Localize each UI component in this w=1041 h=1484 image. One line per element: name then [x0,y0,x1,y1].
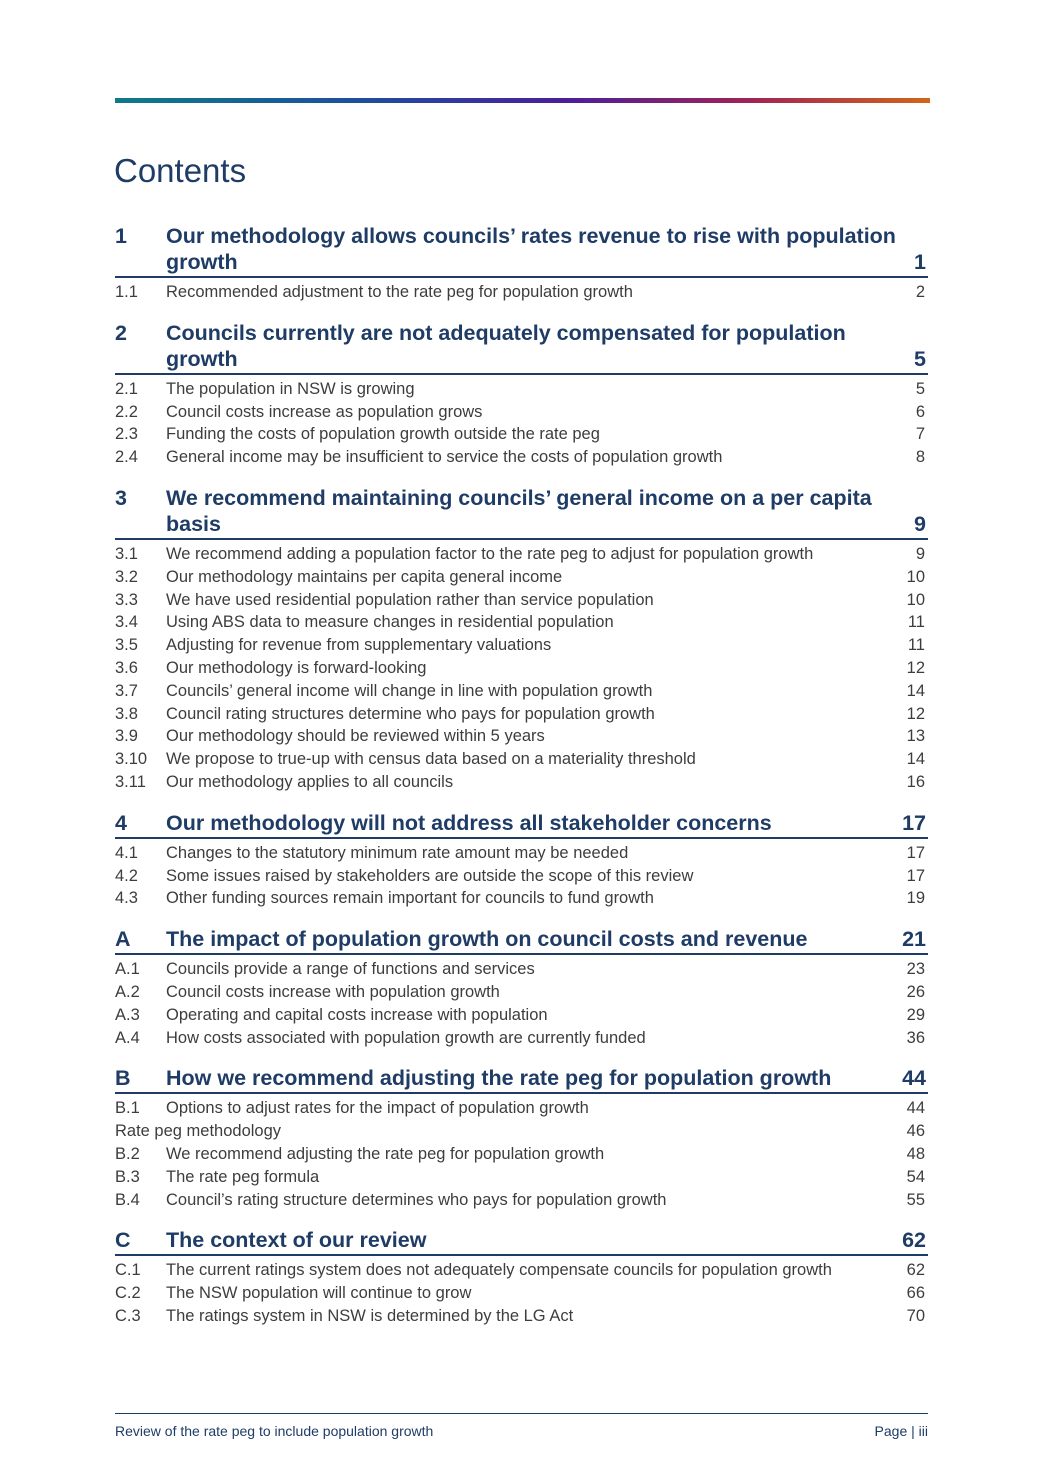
toc-entry[interactable] [115,1189,928,1212]
toc-section-page: 17 [902,810,926,835]
toc-section-title: How we recommend adjusting the rate peg for population growth [166,1066,832,1091]
toc-entry-page: 14 [906,681,925,700]
toc-section [115,1065,928,1211]
toc-section-items [115,278,928,304]
toc-section [115,320,928,469]
toc-section-number: 4 [115,810,127,835]
toc-entry-number: 3.4 [115,613,138,632]
table-of-contents [115,207,928,1328]
toc-section-page: 5 [914,346,926,371]
toc-entry-page: 62 [906,1261,925,1280]
toc-section-items [115,955,928,1049]
toc-entry[interactable] [115,771,928,794]
toc-entry-page: 19 [906,889,925,908]
toc-entry-title: The current ratings system does not adequately compensate councils for population growth [166,1261,832,1280]
toc-entry-number: 4.3 [115,889,138,908]
toc-entry-page: 70 [906,1306,925,1325]
toc-section-title: Our methodology will not address all stakeholder concerns [166,810,772,835]
toc-section-number: A [115,927,131,952]
toc-section-title: The impact of population growth on council costs and revenue [166,927,808,952]
toc-entry-title: The population in NSW is growing [166,379,415,398]
toc-section-items [115,1094,928,1211]
toc-entry-title: Other funding sources remain important for councils to fund growth [166,889,654,908]
toc-entry-title: We have used residential population rather than service population [166,590,654,609]
toc-section-heading[interactable] [115,1227,928,1256]
toc-entry-number: 3.3 [115,590,138,609]
toc-entry-page: 11 [907,613,925,632]
toc-section-items [115,540,928,794]
toc-entry-number: 3.5 [115,636,138,655]
toc-section-page: 1 [914,250,926,274]
toc-entry[interactable] [115,543,928,566]
footer-divider [115,1413,928,1414]
toc-entry-title: Recommended adjustment to the rate peg for population growth [166,283,633,301]
toc-entry-page: 14 [906,750,925,769]
toc-section-heading[interactable] [115,485,928,540]
toc-entry-title: The NSW population will continue to grow [166,1284,472,1303]
toc-entry-title: We propose to true-up with census data based on a materiality threshold [166,750,696,769]
toc-entry[interactable] [115,401,928,424]
toc-entry[interactable] [115,680,928,703]
toc-entry-page: 12 [906,658,925,677]
footer-page-number: Page | iii [874,1423,928,1439]
toc-entry-page: 2 [915,283,925,301]
toc-entry[interactable] [115,887,928,910]
toc-entry-title: We recommend adding a population factor to the rate peg to adjust for population growth [166,544,814,563]
toc-section-number: 1 [115,224,127,248]
toc-entry-number: B.2 [115,1144,140,1163]
toc-entry[interactable] [115,703,928,726]
toc-entry-title: The ratings system in NSW is determined by the LG Act [166,1306,574,1325]
toc-section-number: 3 [115,485,127,510]
footer-document-title: Review of the rate peg to include population growth [115,1423,434,1439]
toc-entry-number: 2.4 [115,448,138,467]
toc-entry-page: 46 [906,1122,925,1141]
toc-entry-title: Our methodology is forward-looking [166,658,427,677]
toc-section-number: 2 [115,320,127,345]
toc-entry-page: 10 [906,590,925,609]
toc-section-items [115,1256,928,1327]
toc-section-title: The context of our review [166,1228,427,1253]
toc-entry-page: 36 [906,1028,925,1047]
toc-entry-page: 55 [906,1190,925,1209]
toc-entry-title: We recommend adjusting the rate peg for population growth [166,1144,605,1163]
toc-section [115,223,928,304]
toc-entry[interactable] [115,589,928,612]
toc-entry[interactable] [115,981,928,1004]
page-title: Contents [114,152,247,189]
toc-entry-number: 3.8 [115,704,138,723]
toc-section-page: 62 [902,1228,926,1253]
toc-entry-title: Councils provide a range of functions and services [166,960,535,979]
toc-entry-number: 3.2 [115,567,138,586]
toc-entry-number: 2.3 [115,425,138,444]
toc-entry-number: 2.2 [115,402,138,421]
toc-entry-page: 54 [906,1167,925,1186]
toc-entry[interactable] [115,725,928,748]
toc-section-number: B [115,1066,131,1091]
toc-entry-title: Councils’ general income will change in line with population growth [166,681,653,700]
toc-entry[interactable] [115,423,928,446]
toc-section-items [115,839,928,910]
toc-entry-number: A.1 [115,960,140,979]
toc-entry[interactable] [115,958,928,981]
toc-entry-page: 26 [906,982,925,1001]
toc-entry-title: Our methodology maintains per capita general income [166,567,563,586]
toc-section-page: 44 [902,1066,926,1091]
toc-section-heading[interactable] [115,223,928,278]
toc-entry-number: 3.6 [115,658,138,677]
toc-entry[interactable] [115,657,928,680]
toc-entry[interactable] [115,611,928,634]
toc-entry-title: Operating and capital costs increase with population [166,1005,548,1024]
toc-entry-number: B.1 [115,1099,140,1118]
toc-entry-title: Council’s rating structure determines who pays for population growth [166,1190,667,1209]
header-gradient-bar [115,98,930,103]
toc-entry-title: Council costs increase as population grows [166,402,483,421]
toc-entry-number: B.4 [115,1190,140,1209]
toc-entry[interactable] [115,1282,928,1305]
toc-entry-page: 5 [915,379,925,398]
toc-section [115,485,928,794]
toc-entry[interactable] [115,865,928,888]
toc-entry-title: Adjusting for revenue from supplementary valuations [166,636,552,655]
toc-entry-page: 11 [907,636,925,655]
toc-entry-number: 3.9 [115,727,138,746]
toc-entry[interactable] [115,566,928,589]
toc-entry-number: A.3 [115,1005,140,1024]
toc-entry-title: Using ABS data to measure changes in residential population [166,613,614,632]
toc-entry-number: 3.11 [115,772,146,791]
toc-entry-title: Council rating structures determine who pays for population growth [166,704,655,723]
toc-section-heading[interactable] [115,320,928,375]
toc-section [115,926,928,1049]
toc-entry[interactable] [115,1305,928,1328]
toc-entry-number: C.3 [115,1306,141,1325]
toc-entry-page: 17 [906,866,925,885]
toc-entry-page: 48 [906,1144,925,1163]
toc-entry[interactable] [115,281,928,304]
toc-entry-number: C.1 [115,1261,141,1280]
toc-section [115,810,928,910]
toc-entry-title: Funding the costs of population growth outside the rate peg [166,425,600,444]
toc-entry-title: Rate peg methodology [115,1122,282,1141]
toc-entry-page: 44 [906,1099,925,1118]
toc-entry-page: 66 [906,1284,925,1303]
toc-entry-title: Our methodology applies to all councils [166,772,454,791]
toc-entry-number: 3.7 [115,681,138,700]
toc-section-number: C [115,1228,131,1253]
toc-entry-title: The rate peg formula [166,1167,320,1186]
toc-entry-title: General income may be insufficient to service the costs of population growth [166,448,723,467]
toc-entry-title: Options to adjust rates for the impact of population growth [166,1099,589,1118]
toc-entry-page: 13 [906,727,925,746]
toc-entry-page: 6 [915,402,925,421]
toc-entry[interactable] [115,634,928,657]
toc-entry-page: 10 [906,567,925,586]
toc-entry[interactable] [115,446,928,469]
toc-entry-page: 9 [915,544,925,563]
toc-entry-title: Our methodology should be reviewed within 5 years [166,727,545,746]
toc-entry-title: Council costs increase with population growth [166,982,500,1001]
toc-entry-number: C.2 [115,1284,141,1303]
toc-section-heading[interactable] [115,810,928,839]
toc-section-title: We recommend maintaining councils’ general income on a per capita basis [166,485,872,536]
toc-entry-page: 7 [915,425,925,444]
toc-entry[interactable] [115,1027,928,1050]
toc-entry-number: 2.1 [115,379,138,398]
toc-section-heading[interactable] [115,926,928,955]
toc-entry-number: 4.1 [115,843,138,862]
toc-section-page: 21 [902,927,926,952]
toc-entry-page: 17 [906,843,925,862]
toc-entry-number: 1.1 [115,283,138,301]
toc-entry[interactable] [115,1097,928,1120]
toc-entry-title: Some issues raised by stakeholders are outside the scope of this review [166,866,694,885]
toc-entry-page: 23 [906,960,925,979]
toc-entry[interactable] [115,1004,928,1027]
toc-entry[interactable] [115,1259,928,1282]
toc-section [115,1227,928,1327]
toc-section-title: Councils currently are not adequately compensated for population growth [166,320,846,371]
toc-entry-number: A.4 [115,1028,140,1047]
toc-entry-number: B.3 [115,1167,140,1186]
toc-entry[interactable] [115,842,928,865]
toc-entry-title: Changes to the statutory minimum rate amount may be needed [166,843,629,862]
toc-entry[interactable] [115,1120,928,1143]
toc-entry[interactable] [115,378,928,401]
toc-entry-number: 4.2 [115,866,138,885]
toc-entry[interactable] [115,1166,928,1189]
toc-entry-title: How costs associated with population growth are currently funded [166,1028,646,1047]
toc-section-title: Our methodology allows councils’ rates revenue to rise with population growth [166,224,896,274]
toc-entry-page: 8 [915,448,925,467]
toc-entry[interactable] [115,748,928,771]
toc-entry-number: A.2 [115,982,140,1001]
toc-section-heading[interactable] [115,1065,928,1094]
toc-entry-number: 3.10 [115,750,148,769]
toc-entry-page: 12 [906,704,925,723]
toc-entry[interactable] [115,1143,928,1166]
toc-entry-number: 3.1 [115,544,138,563]
toc-section-items [115,375,928,469]
toc-section-page: 9 [914,511,926,536]
toc-entry-page: 16 [906,772,925,791]
toc-entry-page: 29 [906,1005,925,1024]
